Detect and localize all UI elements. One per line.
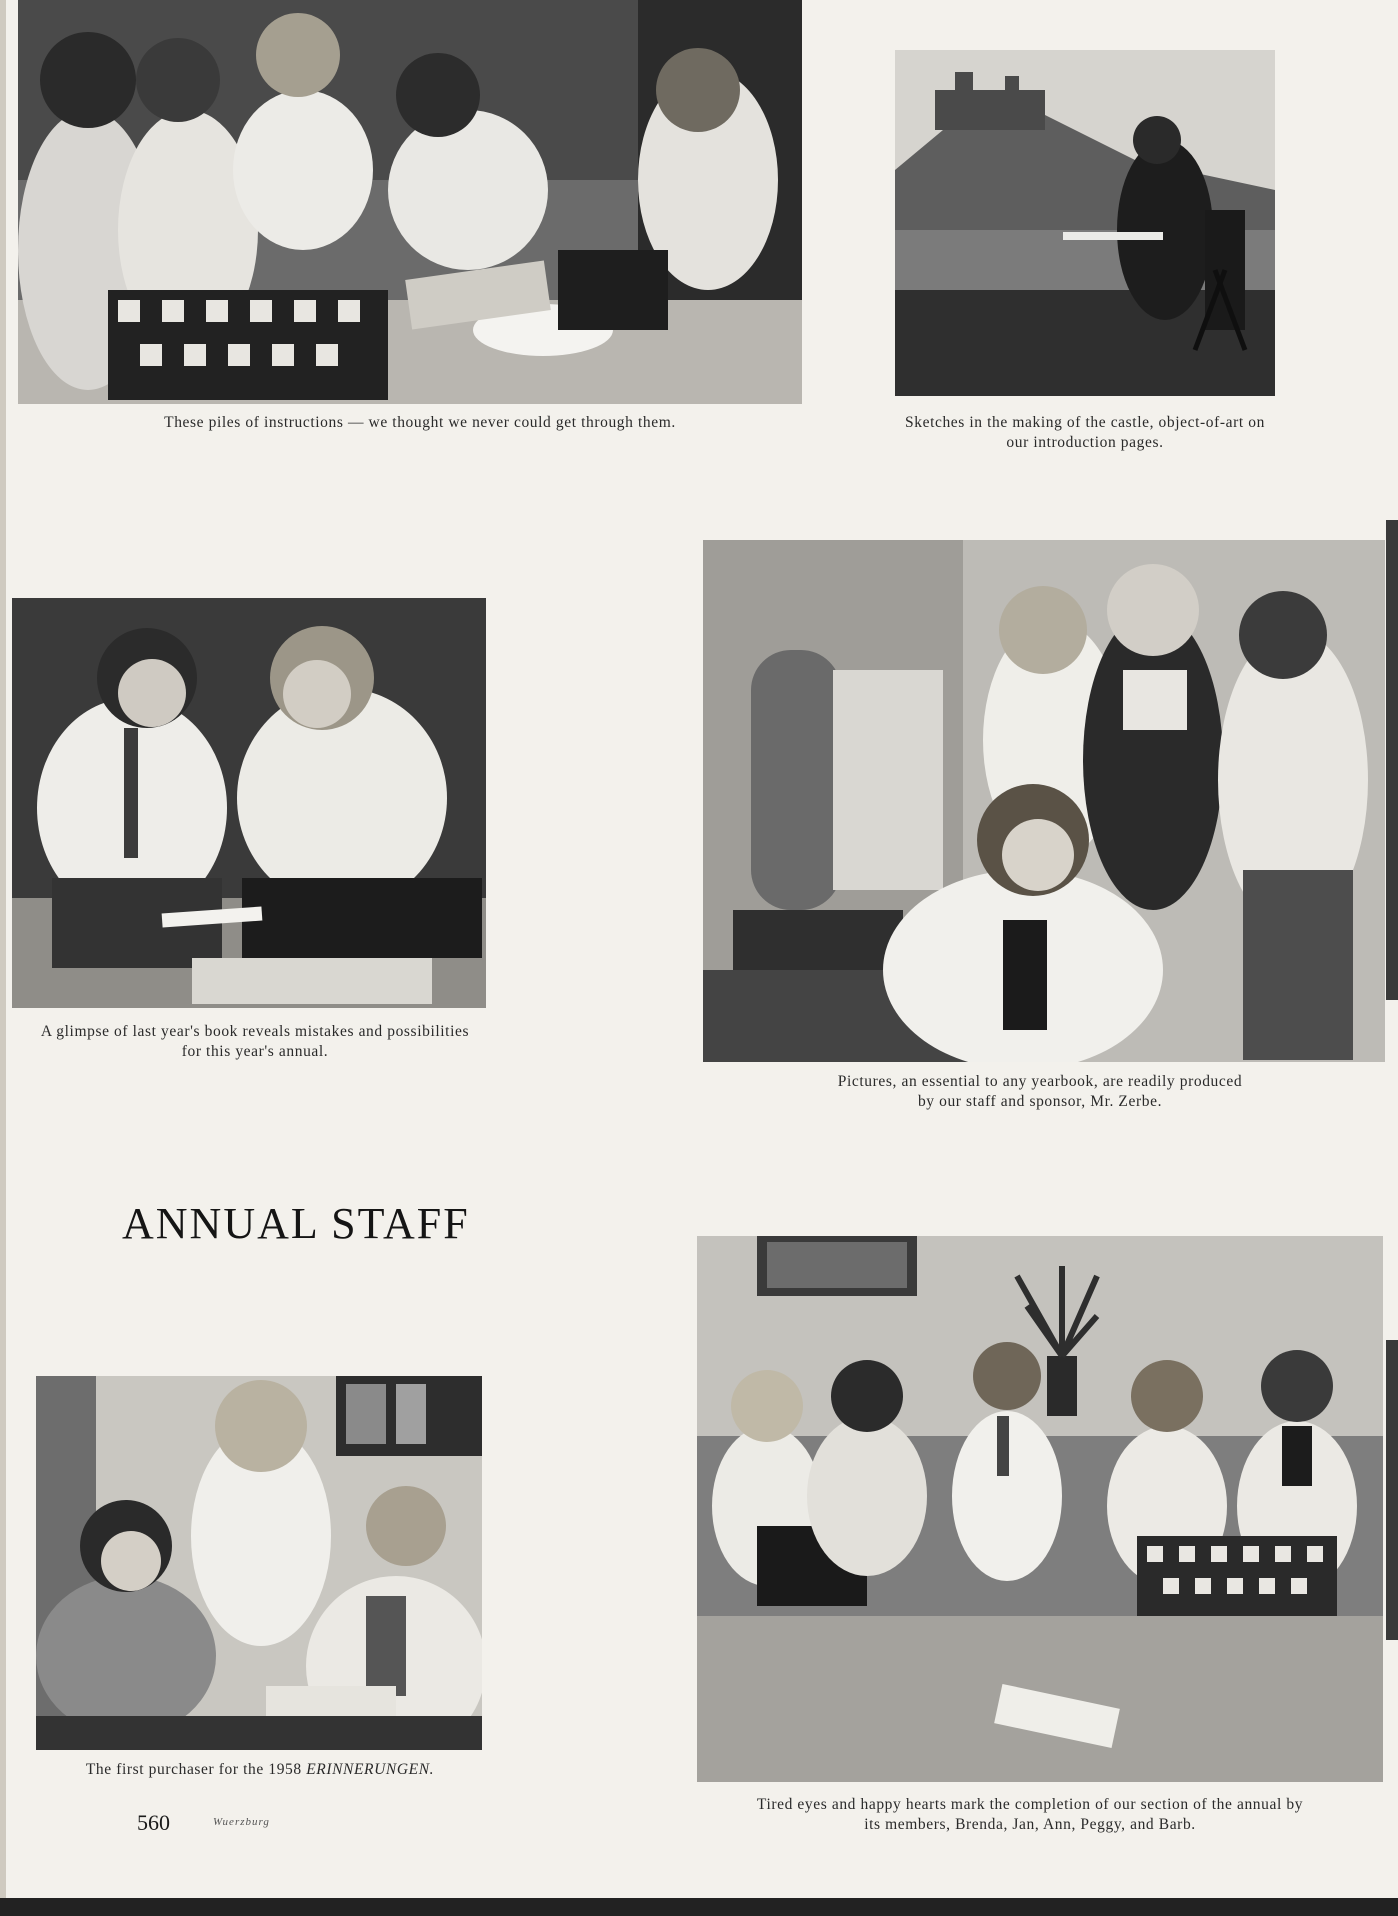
caption-last-years-book: A glimpse of last year's book reveals mistakes and possibilities for this year's annual. xyxy=(40,1023,470,1060)
photo-darkroom-art xyxy=(703,540,1385,1062)
page-number: 560 xyxy=(137,1810,170,1835)
photo-first-purchaser xyxy=(36,1376,482,1750)
scan-mark-right-1 xyxy=(1386,520,1398,1000)
caption-staff-on-couch: Tired eyes and happy hearts mark the completion of our section of the annual by its members, Brenda, Jan, Ann, Peggy, and Barb. xyxy=(756,1796,1304,1833)
photo-floor-instructions xyxy=(18,0,802,404)
photo-last-years-book xyxy=(12,598,486,1008)
scan-mark-right-2 xyxy=(1386,1340,1398,1640)
photo-staff-on-couch xyxy=(697,1236,1383,1782)
photo-floor-instructions-art xyxy=(18,0,802,404)
caption-darkroom: Pictures, an essential to any yearbook, are readily produced by our staff and sponsor, Mr. Zerbe. xyxy=(837,1073,1243,1110)
caption-first-purchaser xyxy=(40,1760,480,1780)
photo-first-purchaser-art xyxy=(36,1376,482,1750)
photo-darkroom xyxy=(703,540,1385,1062)
page-edge xyxy=(0,0,6,1916)
caption-castle-sketch: Sketches in the making of the castle, object-of-art on our introduction pages. xyxy=(905,414,1265,451)
caption-first-purchaser-title: ERINNERUNGEN. xyxy=(306,1761,435,1778)
photo-last-years-book-art xyxy=(12,598,486,1008)
section-heading: ANNUAL STAFF xyxy=(122,1199,470,1248)
photo-castle-sketch-art xyxy=(895,50,1275,396)
caption-floor-instructions: These piles of instructions — we thought we never could get through them. xyxy=(164,414,676,431)
book-name: Wuerzburg xyxy=(213,1816,270,1828)
scan-bottom-band xyxy=(0,1898,1398,1916)
photo-staff-on-couch-art xyxy=(697,1236,1383,1782)
photo-castle-sketch xyxy=(895,50,1275,396)
caption-first-purchaser-text: The first purchaser for the 1958 xyxy=(85,1761,307,1778)
